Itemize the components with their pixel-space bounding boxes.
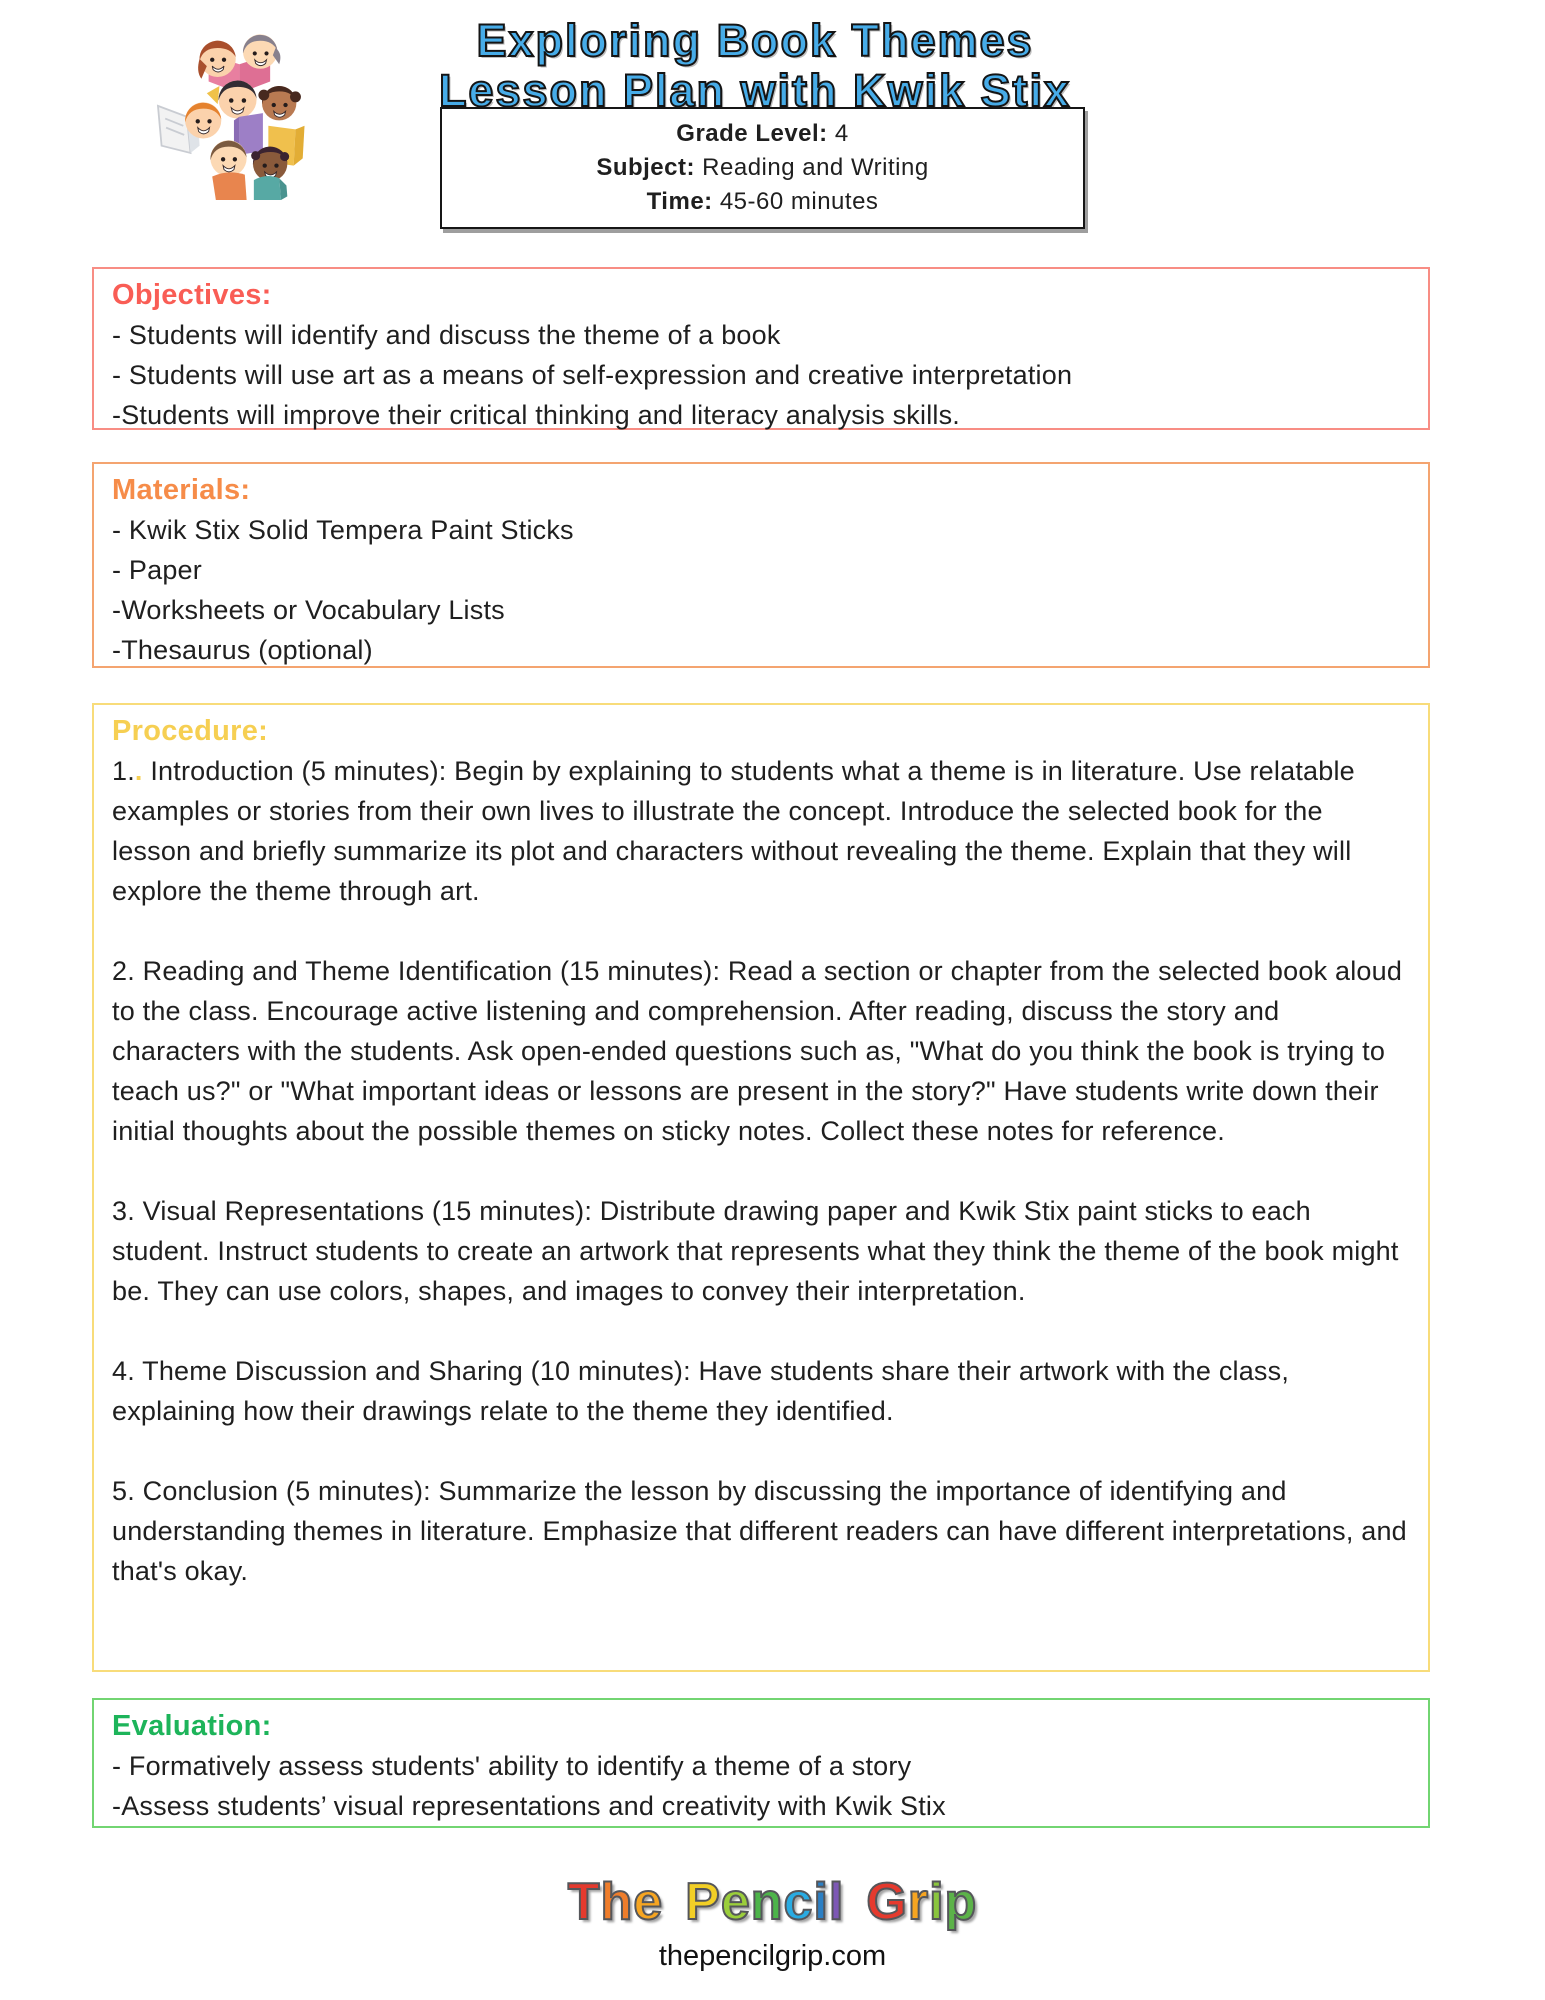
objective-item: -Students will improve their critical thinking and literacy analysis skills. (112, 400, 961, 430)
logo-letter: i (929, 1873, 945, 1931)
page-title (340, 16, 1170, 117)
logo-word-pencil (685, 1872, 844, 1932)
objective-item: - Students will use art as a means of self-expression and creative interpretation (112, 360, 1073, 390)
logo-letter: r (907, 1873, 930, 1931)
materials-section (92, 462, 1430, 668)
material-item: -Worksheets or Vocabulary Lists (112, 595, 505, 625)
logo-letter: P (685, 1873, 721, 1931)
material-item: - Kwik Stix Solid Tempera Paint Sticks (112, 515, 574, 545)
subject-value: Reading and Writing (695, 154, 929, 182)
logo-letter: T (567, 1873, 601, 1931)
logo-letter: G (866, 1873, 908, 1931)
step-stray-dot: . (134, 756, 143, 786)
page-title-line2: Lesson Plan with Kwik Stix (438, 65, 1072, 117)
logo-letter: h (600, 1873, 634, 1931)
step-number: 1. (112, 756, 135, 786)
subject-row (448, 151, 1077, 185)
procedure-heading: Procedure: (112, 715, 269, 747)
procedure-step-2: 2. Reading and Theme Identification (15 minutes): Read a section or chapter from the selected book aloud to the class. Encourage active listening and comprehension. After reading, discuss the story and characters with the students. Ask open-ended questions such as, "What do you think the book is trying to teach us?" or "What important ideas or lessons are present in the story?" Have students write down their initial thoughts about the possible themes on sticky notes. Collect these notes for reference. (112, 956, 1403, 1146)
logo-letter: n (750, 1873, 784, 1931)
objective-item: - Students will identify and discuss the theme of a book (112, 320, 781, 350)
logo-letter: l (828, 1873, 845, 1931)
materials-heading: Materials: (112, 474, 251, 506)
objectives-section (92, 267, 1430, 430)
step-text: Introduction (5 minutes): Begin by explaining to students what a theme is in literature. Use relatable examples or stories from their own lives to illustrate the concept. Introduce the selected book for the lesson and briefly summarize its plot and characters without revealing the theme. Explain that they will explore the theme through art. (112, 756, 1355, 906)
pencil-grip-logo (0, 1872, 1545, 1932)
children-reading-books-icon (148, 10, 338, 200)
logo-letter: e (633, 1873, 664, 1931)
grade-level-row (448, 117, 1077, 151)
grade-level-value: 4 (827, 120, 849, 147)
procedure-step-3: 3. Visual Representations (15 minutes): Distribute drawing paper and Kwik Stix paint sticks to each student. Instruct students to create an artwork that represents what they think the theme of the book might be. They can use colors, shapes, and images to convey their interpretation. (112, 1196, 1399, 1306)
evaluation-item: - Formatively assess students' ability to identify a theme of a story (112, 1751, 912, 1781)
procedure-step-1 (112, 751, 1408, 911)
time-value: 45-60 minutes (712, 188, 879, 216)
procedure-step-5: 5. Conclusion (5 minutes): Summarize the lesson by discussing the importance of identifying and understanding themes in literature. Emphasize that different readers can have different interpretations, and that's okay. (112, 1476, 1407, 1586)
grade-level-label: Grade Level: (676, 120, 828, 147)
evaluation-section (92, 1698, 1430, 1828)
subject-label: Subject: (596, 154, 695, 182)
evaluation-item: -Assess students’ visual representations and creativity with Kwik Stix (112, 1791, 946, 1821)
page-title-line1: Exploring Book Themes (476, 15, 1034, 66)
lesson-info-box (440, 107, 1085, 229)
children-reading-clipart (148, 10, 338, 200)
logo-word-the (568, 1872, 663, 1932)
evaluation-heading: Evaluation: (112, 1710, 272, 1742)
material-item: -Thesaurus (optional) (112, 635, 373, 665)
logo-letter: i (813, 1873, 829, 1931)
logo-letter: c (783, 1873, 814, 1931)
time-row (448, 185, 1077, 219)
procedure-step-4: 4. Theme Discussion and Sharing (10 minutes): Have students share their artwork with the class, explaining how their drawings relate to the theme they identified. (112, 1356, 1290, 1426)
logo-letter: p (944, 1873, 978, 1931)
logo-letter: e (720, 1873, 751, 1931)
time-label: Time: (646, 188, 713, 216)
logo-word-grip (866, 1872, 977, 1932)
objectives-heading: Objectives: (112, 279, 272, 311)
procedure-section (92, 703, 1430, 1672)
material-item: - Paper (112, 555, 202, 585)
website-url: thepencilgrip.com (658, 1940, 887, 1972)
